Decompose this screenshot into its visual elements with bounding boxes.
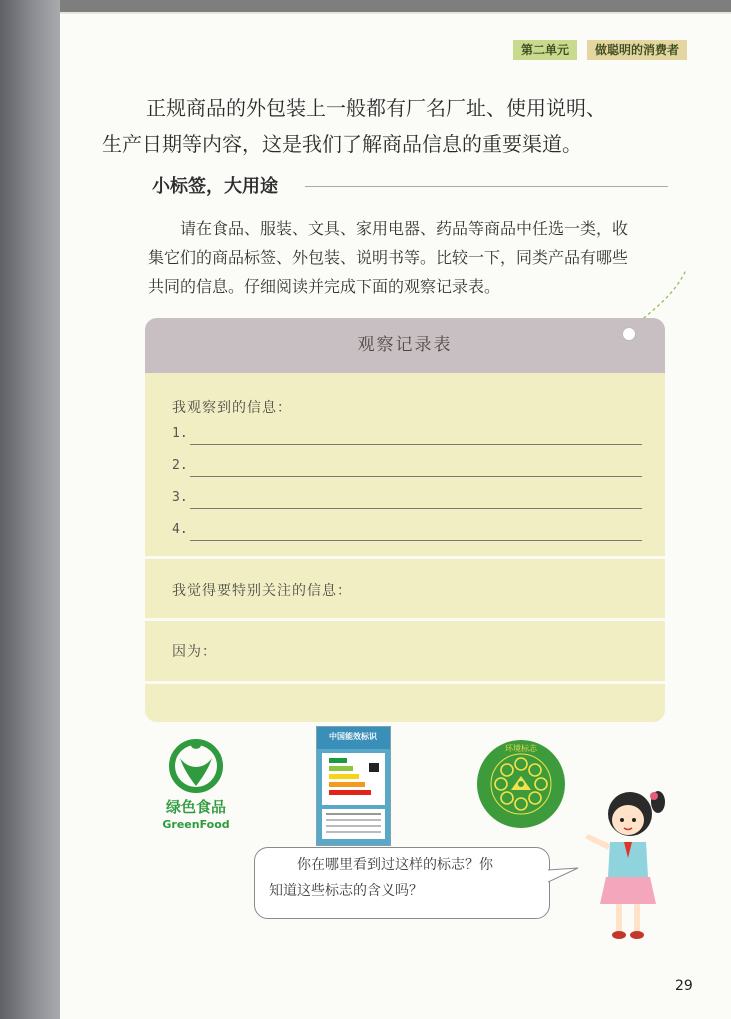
eco-label-text: 环境标志 — [505, 744, 537, 753]
speech-bubble — [254, 847, 550, 919]
green-food-cn-text: 绿色食品 — [165, 798, 227, 816]
task-paragraph — [148, 214, 668, 301]
observed-label: 我观察到的信息： — [172, 400, 292, 416]
speech-bubble-tail — [548, 866, 580, 886]
item-number: 1. — [172, 426, 188, 441]
write-line[interactable] — [190, 540, 642, 541]
observed-section — [145, 373, 665, 556]
page-top-edge — [60, 12, 731, 14]
green-food-en-text: GreenFood — [162, 818, 230, 831]
page-number: 29 — [675, 978, 693, 994]
reason-label: 因为： — [172, 644, 217, 660]
write-line[interactable] — [190, 444, 642, 445]
energy-label-logo — [316, 726, 391, 846]
girl-illustration — [580, 782, 670, 947]
book-spine — [0, 0, 60, 1019]
intro-line-2: 生产日期等内容，这是我们了解商品信息的重要渠道。 — [102, 132, 582, 156]
section-title-rule — [305, 186, 668, 187]
task-line-1: 请在食品、服装、文具、家用电器、药品等商品中任选一类，收 — [180, 219, 629, 238]
record-table-card — [145, 318, 665, 722]
item-number: 4. — [172, 522, 188, 537]
speech-line-2: 知道这些标志的含义吗？ — [269, 883, 423, 899]
write-line[interactable] — [190, 508, 642, 509]
lesson-tag: 做聪明的消费者 — [587, 40, 687, 60]
intro-paragraph — [102, 90, 682, 162]
item-number: 2. — [172, 458, 188, 473]
speech-line-1: 你在哪里看到过这样的标志？你 — [297, 857, 493, 873]
green-food-logo — [160, 736, 232, 832]
card-tab-dot — [622, 327, 636, 341]
write-line[interactable] — [190, 476, 642, 477]
attention-section — [145, 558, 665, 618]
environmental-label-logo — [475, 738, 567, 830]
section-title: 小标签，大用途 — [152, 176, 278, 197]
intro-line-1: 正规商品的外包装上一般都有厂名厂址、使用说明、 — [146, 96, 606, 120]
energy-label-title: 中国能效标识 — [329, 732, 377, 741]
item-number: 3. — [172, 490, 188, 505]
attention-label: 我觉得要特别关注的信息： — [172, 583, 352, 599]
task-line-3: 共同的信息。仔细阅读并完成下面的观察记录表。 — [148, 277, 501, 296]
record-table-title: 观察记录表 — [145, 318, 665, 373]
reason-section — [145, 621, 665, 681]
blank-section — [145, 684, 665, 722]
unit-tag: 第二单元 — [513, 40, 577, 60]
task-line-2: 集它们的商品标签、外包装、说明书等。比较一下，同类产品有哪些 — [148, 248, 629, 267]
